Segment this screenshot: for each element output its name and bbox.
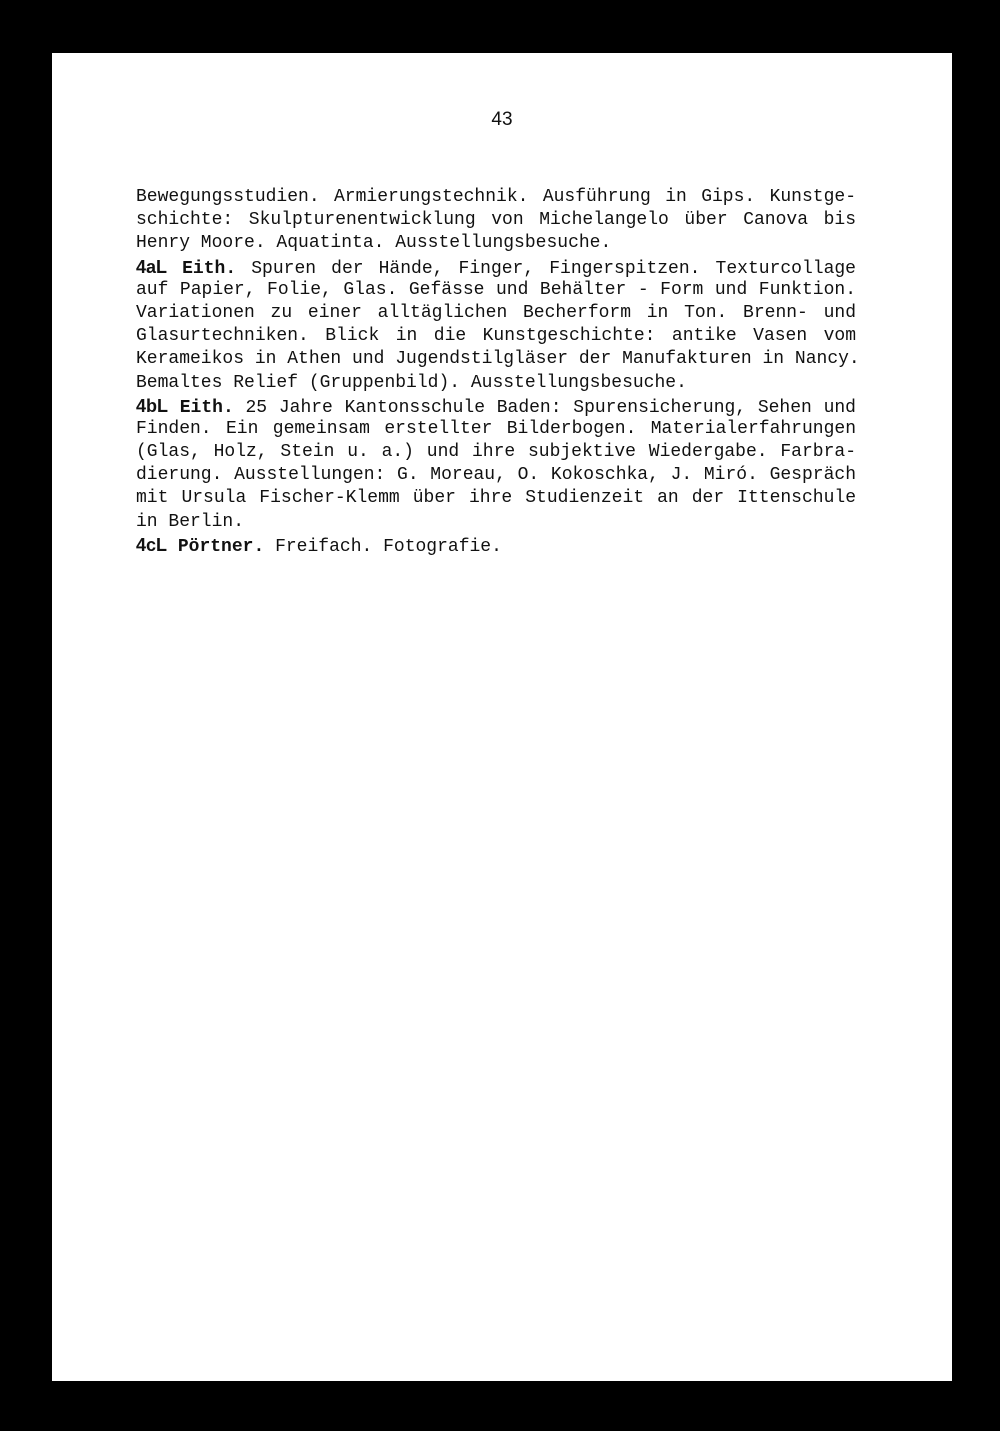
class-code: 4aL — [136, 256, 168, 277]
text-line: Henry Moore. Aquatinta. Ausstellungsbesuche. — [136, 233, 612, 254]
text-line: schichte: Skulpturenentwicklung von Michelangelo über Canova bis — [136, 210, 856, 231]
entry-heading-line — [136, 256, 856, 279]
entry-text: Freifach. Fotografie. — [275, 536, 502, 557]
text-line: (Glas, Holz, Stein u. a.) und ihre subjektive Wiedergabe. Farbra- — [136, 442, 856, 463]
entry-heading-line — [136, 395, 856, 418]
text-line: Kerameikos in Athen und Jugendstilgläser der Manufakturen in Nancy. — [136, 349, 860, 370]
text-line: Glasurtechniken. Blick in die Kunstgeschichte: antike Vasen vom — [136, 326, 856, 347]
text-line: mit Ursula Fischer-Klemm über ihre Studienzeit an der Ittenschule — [136, 488, 856, 509]
text-line: Finden. Ein gemeinsam erstellter Bilderbogen. Materialerfahrungen — [136, 418, 856, 439]
body-text — [136, 186, 860, 557]
text-line: auf Papier, Folie, Glas. Gefässe und Behälter - Form und Funktion. — [136, 279, 856, 300]
text-line: Bewegungsstudien. Armierungstechnik. Ausführung in Gips. Kunstge- — [136, 187, 856, 207]
entry-heading-line — [136, 534, 856, 557]
page-number: 43 — [491, 109, 513, 130]
entry-text: 25 Jahre Kantonsschule Baden: Spurensicherung, Sehen und — [245, 397, 856, 418]
document-page — [52, 53, 952, 1381]
entry-text: Spuren der Hände, Finger, Fingerspitzen. Texturcollage — [251, 258, 856, 279]
class-code: 4cL — [136, 534, 168, 555]
class-code: 4bL — [136, 395, 169, 416]
teacher-name: Eith. — [179, 397, 234, 418]
teacher-name: Pörtner. — [177, 536, 265, 557]
text-line: dierung. Ausstellungen: G. Moreau, O. Kokoschka, J. Miró. Gespräch — [136, 465, 856, 486]
text-line: in Berlin. — [136, 511, 245, 532]
text-line: Variationen zu einer alltäglichen Becherform in Ton. Brenn- und — [136, 302, 856, 323]
text-line: Bemaltes Relief (Gruppenbild). Ausstellungsbesuche. — [136, 372, 687, 393]
teacher-name: Eith. — [182, 258, 237, 279]
